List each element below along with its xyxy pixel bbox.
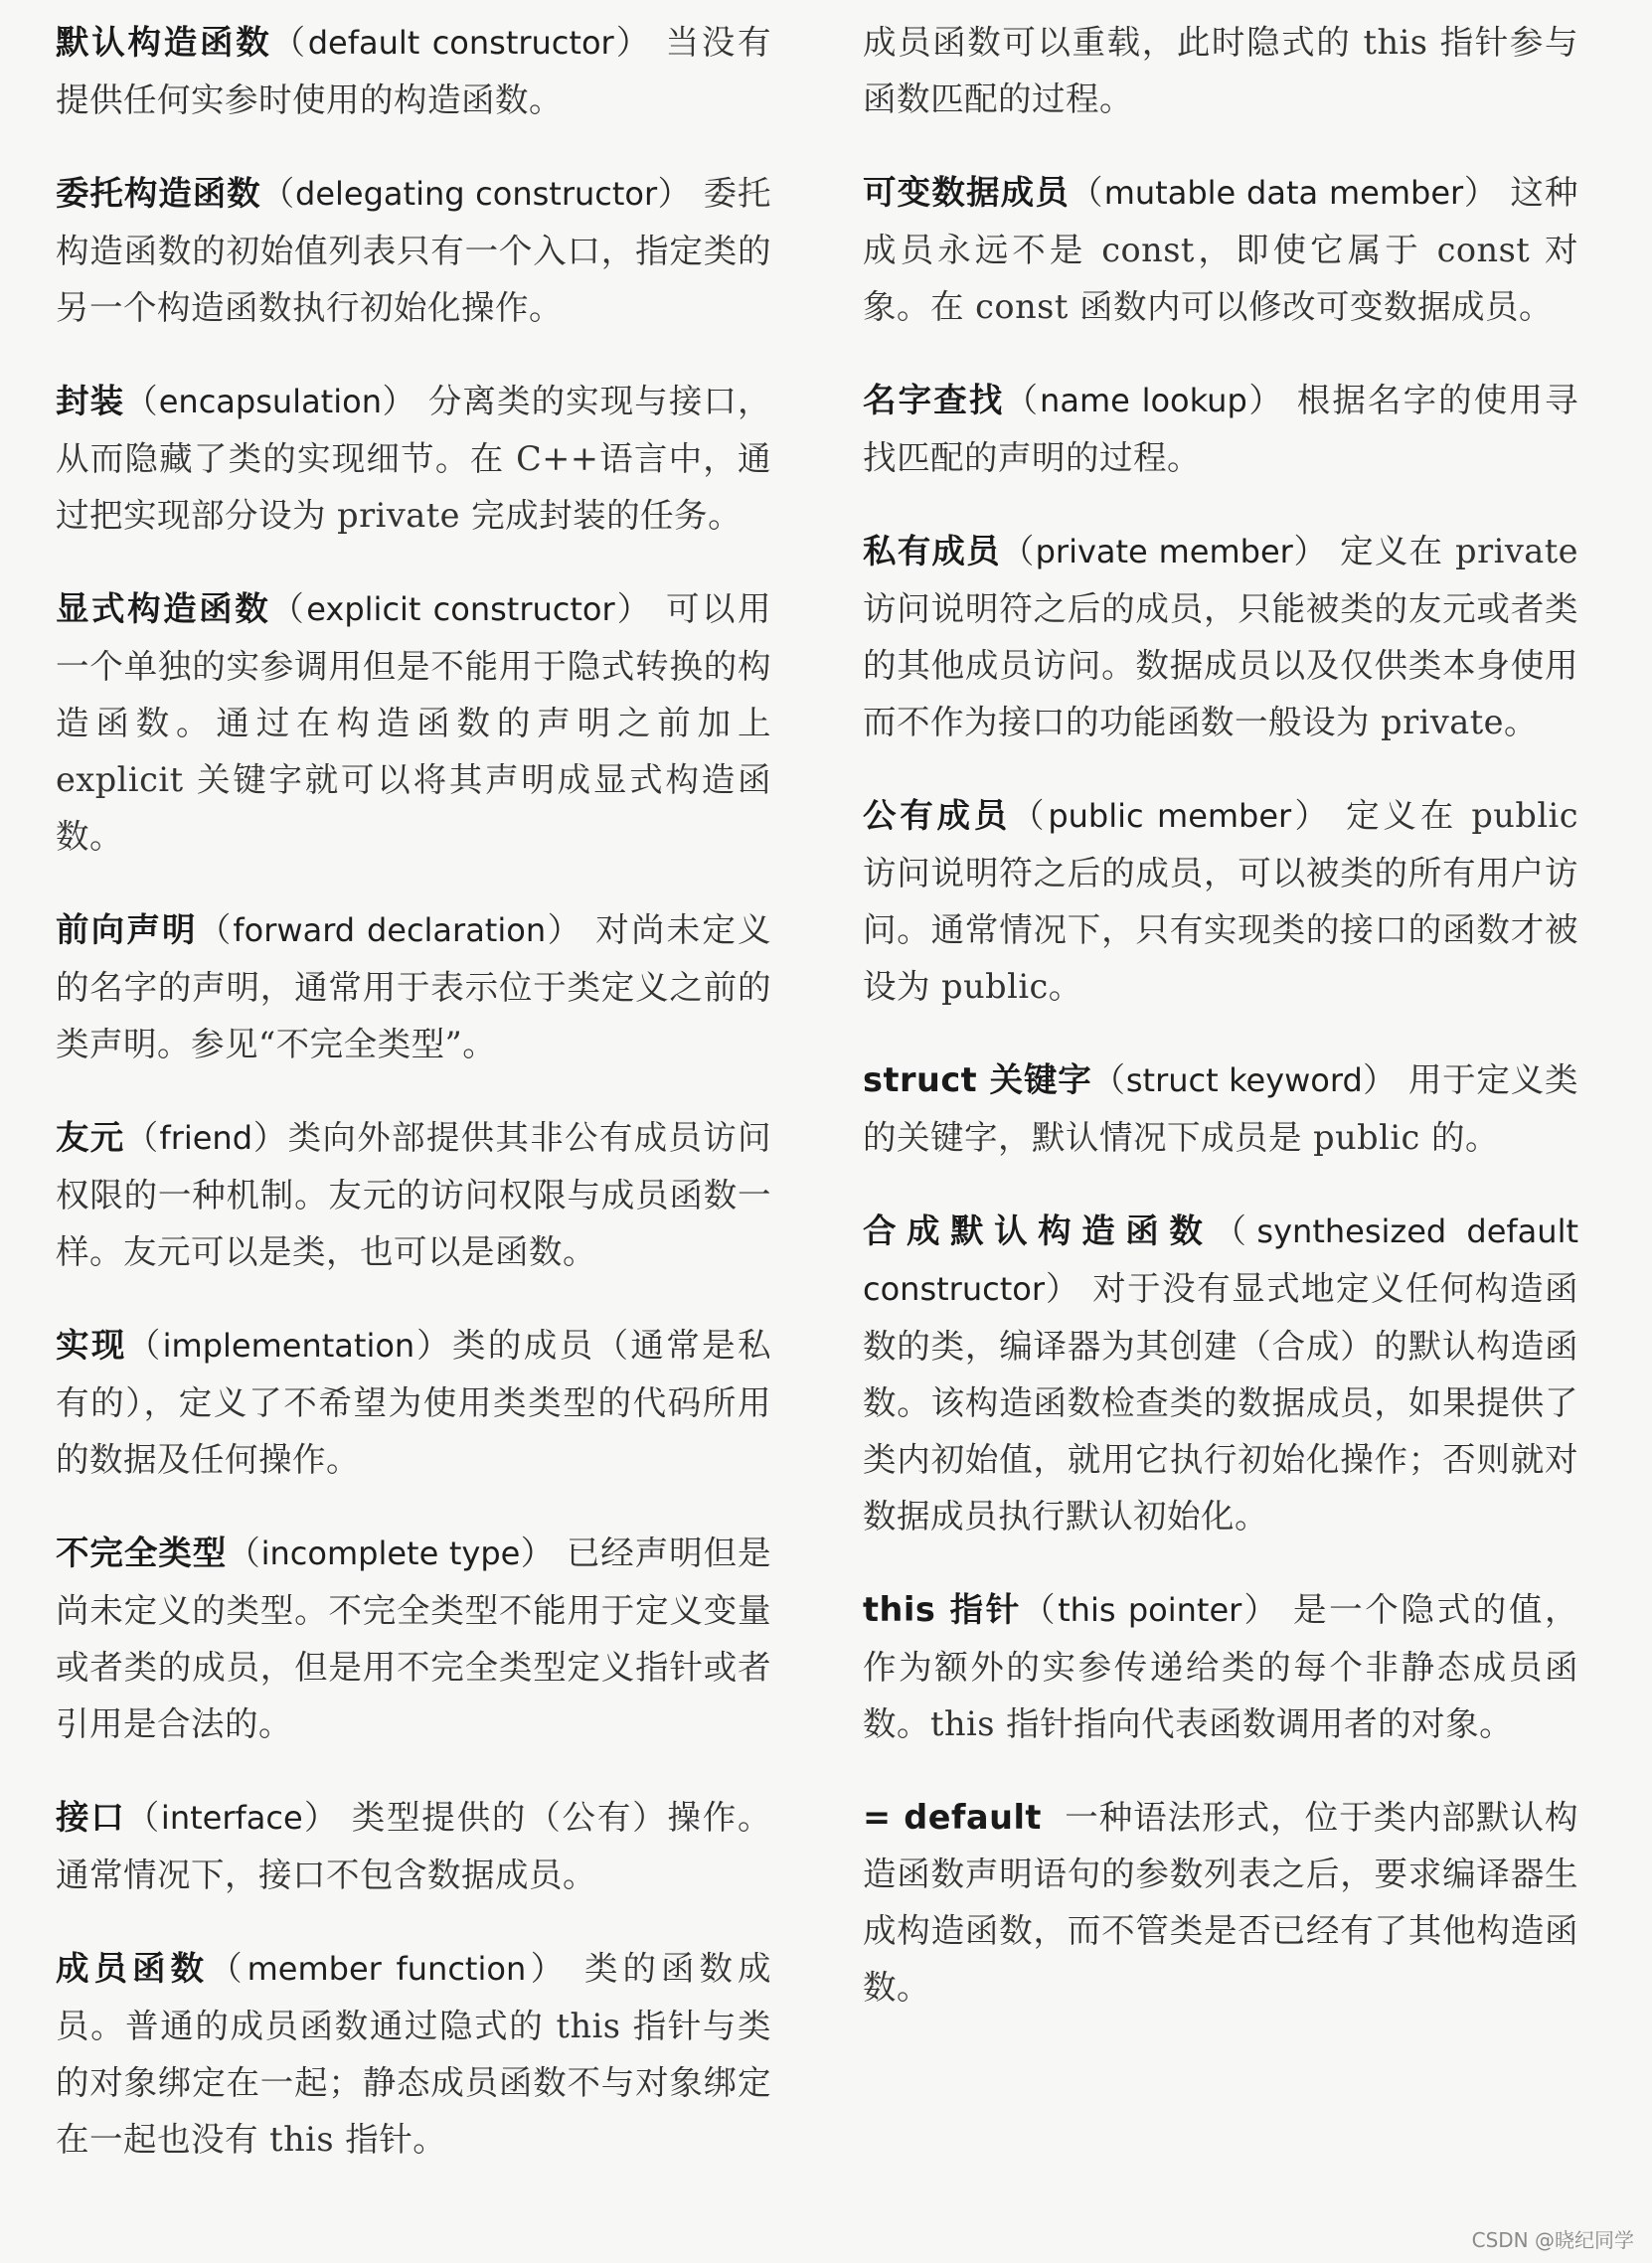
entry-term: 公有成员 [863,796,1012,835]
entry-english: explicit constructor [306,590,615,628]
entry-english: struct keyword [1125,1061,1363,1099]
entry-definition: 分离类的实现与接口，从而隐藏了类的实现细节。在 C++语言中，通过把实现部分设为 private 完成封装的任务。 [56,382,772,535]
entry-definition: 对尚未定义的名字的声明，通常用于表示位于类定义之前的类声明。参见“不完全类型”。 [56,910,772,1063]
entry-english: default constructor [307,24,614,62]
glossary-entry-interface: 接口（interface） 类型提供的（公有）操作。通常情况下，接口不包含数据成员。 [56,1798,772,1894]
entry-term: 委托构造函数 [56,174,261,213]
entry-definition: 对于没有显式地定义任何构造函数的类，编译器为其创建（合成）的默认构造函数。该构造函数检查类的数据成员，如果提供了类内初始值，就用它执行初始化操作；否则就对数据成员执行默认初始化。 [863,1269,1578,1536]
entry-english: implementation [162,1327,415,1365]
entry-term: 私有成员 [863,532,1001,570]
glossary-entry-name-lookup: 名字查找（name lookup） 根据名字的使用寻找匹配的声明的过程。 [863,381,1579,477]
glossary-entry-private-member: 私有成员（private member） 定义在 private 访问说明符之后的成员，只能被类的友元或者类的其他成员访问。数据成员以及仅供类本身使用而不作为接口的功能函数一般设为 private。 [863,532,1579,741]
entry-term: 合成默认构造函数 [863,1212,1214,1250]
entry-english: name lookup [1040,382,1247,419]
entry-definition: 定义在 private 访问说明符之后的成员，只能被类的友元或者类的其他成员访问。数据成员以及仅供类本身使用而不作为接口的功能函数一般设为 private。 [863,532,1579,741]
glossary-entry-struct-keyword: struct 关键字（struct keyword） 用于定义类的关键字，默认情况下成员是 public 的。 [863,1060,1579,1157]
entry-term: 成员函数 [56,1949,210,1988]
glossary-entry-member-function-continued [863,14,1578,127]
glossary-entry-public-member: 公有成员（public member） 定义在 public 访问说明符之后的成员，可以被类的所有用户访问。通常情况下，只有实现类的接口的函数才被设为 public。 [863,796,1579,1006]
entry-definition: 成员函数可以重载，此时隐式的 this 指针参与函数匹配的过程。 [863,23,1578,118]
entry-definition: 当没有提供任何实参时使用的构造函数。 [56,23,772,119]
left-column [56,14,771,2204]
glossary-entry-incomplete-type: 不完全类型（incomplete type） 已经声明但是尚未定义的类型。不完全类型不能用于定义变量或者类的成员，但是用不完全类型定义指针或者引用是合法的。 [56,1534,772,1743]
glossary-entry-implementation: 实现（implementation）类的成员（通常是私有的），定义了不希望为使用类类型的代码所用的数据及任何操作。 [56,1326,772,1479]
glossary-entry-this-pointer: this 指针（this pointer） 是一个隐式的值，作为额外的实参传递给类的每个非静态成员函数。this 指针指向代表函数调用者的对象。 [863,1590,1579,1743]
entry-english: this pointer [1058,1591,1242,1629]
entry-term: 默认构造函数 [56,23,272,62]
watermark: CSDN @晓纪同学 [1471,2228,1634,2252]
entry-term: 实现 [56,1326,127,1365]
entry-english: mutable data member [1103,174,1464,212]
glossary-entry-synthesized-default-constructor: 合成默认构造函数（synthesized default constructor） 对于没有显式地定义任何构造函数的类，编译器为其创建（合成）的默认构造函数。该构造函数检查类的数据成员，如果提供了类内初始值，就用它执行初始化操作；否则就对数据成员执行默认初始化。 [863,1212,1578,1536]
entry-term: 接口 [56,1798,126,1837]
glossary-entry-default-constructor: 默认构造函数（default constructor） 当没有提供任何实参时使用的构造函数。 [56,23,772,119]
glossary-entry-equals-default [863,1789,1578,2016]
entry-definition: 类的函数成员。普通的成员函数通过隐式的 this 指针与类的对象绑定在一起；静态成员函数不与对象绑定在一起也没有 this 指针。 [56,1949,772,2159]
entry-term: struct 关键字 [863,1060,1092,1099]
glossary-entry-explicit-constructor: 显式构造函数（explicit constructor） 可以用一个单独的实参调用但是不能用于隐式转换的构造函数。通过在构造函数的声明之前加上 explicit 关键字就可以将其声明成显式构造函数。 [56,589,772,856]
entry-definition: 已经声明但是尚未定义的类型。不完全类型不能用于定义变量或者类的成员，但是用不完全类型定义指针或者引用是合法的。 [56,1534,772,1743]
entry-term: 名字查找 [863,381,1005,419]
glossary-entry-encapsulation: 封装（encapsulation） 分离类的实现与接口，从而隐藏了类的实现细节。在 C++语言中，通过把实现部分设为 private 完成封装的任务。 [56,382,772,535]
entry-term: 可变数据成员 [863,173,1071,212]
right-column [863,14,1578,2052]
entry-definition: 委托构造函数的初始值列表只有一个入口，指定类的另一个构造函数执行初始化操作。 [56,174,772,327]
entry-definition: 一种语法形式，位于类内部默认构造函数声明语句的参数列表之后，要求编译器生成构造函数，而不管类是否已经有了其他构造函数。 [863,1798,1578,2007]
entry-definition: 定义在 public 访问说明符之后的成员，可以被类的所有用户访问。通常情况下，只有实现类的接口的函数才被设为 public。 [863,796,1579,1006]
entry-english: delegating constructor [295,175,658,213]
glossary-entry-forward-declaration: 前向声明（forward declaration） 对尚未定义的名字的声明，通常用于表示位于类定义之前的类声明。参见“不完全类型”。 [56,910,772,1063]
entry-definition: 类的成员（通常是私有的），定义了不希望为使用类类型的代码所用的数据及任何操作。 [56,1326,772,1479]
entry-english: incomplete type [260,1535,521,1572]
entry-definition: 根据名字的使用寻找匹配的声明的过程。 [863,381,1579,477]
entry-term: this 指针 [863,1590,1022,1629]
entry-english: synthesized default constructor [863,1212,1578,1308]
glossary-entry-delegating-constructor: 委托构造函数（delegating constructor） 委托构造函数的初始值列表只有一个入口，指定类的另一个构造函数执行初始化操作。 [56,174,772,327]
entry-english: interface [160,1799,303,1837]
entry-term: 显式构造函数 [56,589,271,628]
entry-definition: 可以用一个单独的实参调用但是不能用于隐式转换的构造函数。通过在构造函数的声明之前加上 explicit 关键字就可以将其声明成显式构造函数。 [56,589,772,856]
entry-english: public member [1048,797,1292,835]
entry-definition: 类向外部提供其非公有成员访问权限的一种机制。友元的访问权限与成员函数一样。友元可以是类，也可以是函数。 [56,1118,772,1271]
entry-definition: 类型提供的（公有）操作。通常情况下，接口不包含数据成员。 [56,1798,772,1894]
entry-definition: 这种成员永远不是 const，即使它属于 const 对象。在 const 函数内可以修改可变数据成员。 [863,173,1578,326]
entry-english: forward declaration [233,911,547,949]
entry-definition: 用于定义类的关键字，默认情况下成员是 public 的。 [863,1060,1579,1157]
glossary-entry-member-function: 成员函数（member function） 类的函数成员。普通的成员函数通过隐式的 this 指针与类的对象绑定在一起；静态成员函数不与对象绑定在一起也没有 this 指针。 [56,1949,772,2159]
entry-english: friend [159,1119,253,1157]
entry-term: 不完全类型 [56,1534,228,1572]
glossary-entry-mutable-data-member: 可变数据成员（mutable data member） 这种成员永远不是 const，即使它属于 const 对象。在 const 函数内可以修改可变数据成员。 [863,173,1578,326]
entry-english: private member [1035,533,1293,570]
glossary-entry-friend: 友元（friend）类向外部提供其非公有成员访问权限的一种机制。友元的访问权限与成员函数一样。友元可以是类，也可以是函数。 [56,1118,772,1271]
entry-english: encapsulation [158,383,382,420]
entry-definition: 是一个隐式的值，作为额外的实参传递给类的每个非静态成员函数。this 指针指向代表函数调用者的对象。 [863,1590,1579,1743]
entry-term: = default [863,1798,1042,1837]
entry-term: 封装 [56,382,125,420]
entry-term: 前向声明 [56,910,198,949]
entry-english: member function [247,1950,527,1988]
entry-term: 友元 [56,1118,125,1157]
